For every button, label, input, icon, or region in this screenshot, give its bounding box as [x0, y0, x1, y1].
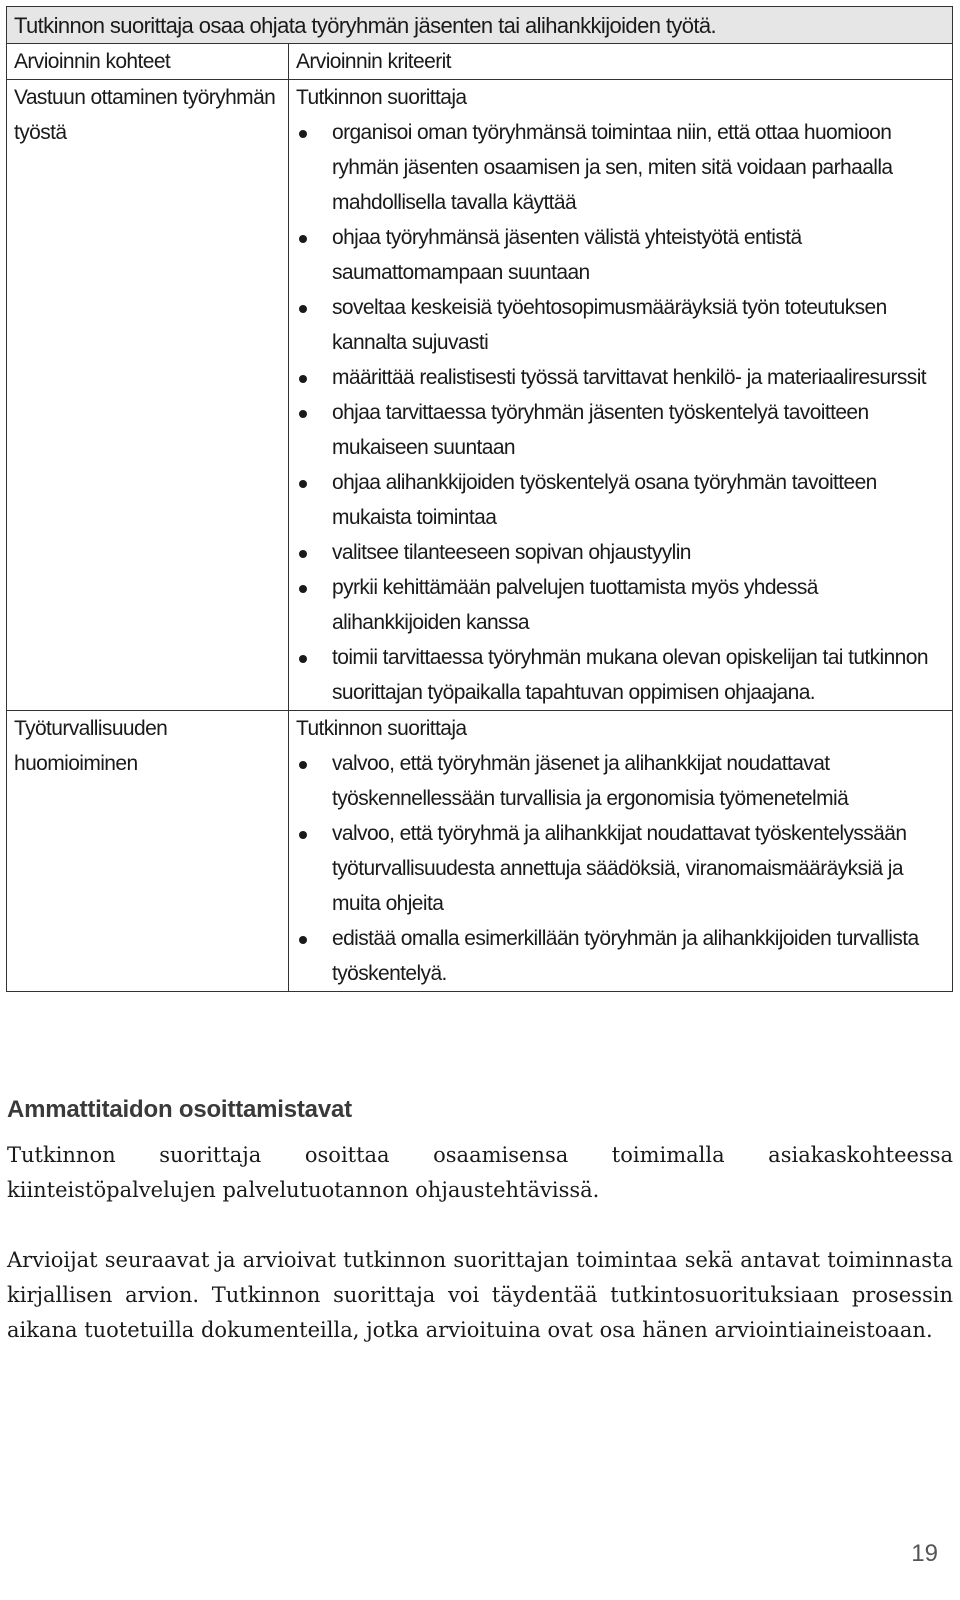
body-paragraph: Tutkinnon suorittaja osoittaa osaamisensa toimimalla asiakaskohteessa kiinteistöpalvelujen palvelutuotannon ohjaustehtävissä.: [7, 1143, 953, 1202]
bullet-icon: [299, 235, 307, 243]
row-criteria-cell: [289, 80, 953, 711]
table-row: [7, 711, 953, 992]
criteria-item: soveltaa keskeisiä työehtosopimusmääräyksiä työn toteutuksen kannalta sujuvasti: [296, 290, 945, 360]
criteria-item: valvoo, että työryhmän jäsenet ja alihankkijat noudattavat työskennellessään turvallisia ja ergonomisia työmenetelmiä: [296, 746, 945, 816]
section-heading: Ammattitaidon osoittamistavat: [7, 1096, 352, 1123]
row-intro: Tutkinnon suorittaja: [296, 717, 467, 740]
bullet-icon: [299, 655, 307, 663]
criteria-item: valvoo, että työryhmä ja alihankkijat noudattavat työskentelyssään työturvallisuudesta annettuja säädöksiä, viranomaismääräyksiä ja muita ohjeita: [296, 816, 945, 921]
bullet-icon: [299, 550, 307, 558]
bullet-icon: [299, 305, 307, 313]
criteria-item: organisoi oman työryhmänsä toimintaa niin, että ottaa huomioon ryhmän jäsenten osaamisen ja sen, miten sitä voidaan parhaalla mahdollisella tavalla käyttää: [296, 115, 945, 220]
bullet-icon: [299, 410, 307, 418]
bullet-icon: [299, 130, 307, 138]
criteria-item: pyrkii kehittämään palvelujen tuottamista myös yhdessä alihankkijoiden kanssa: [296, 570, 945, 640]
table-row: [7, 80, 953, 711]
header-criteria: Arvioinnin kriteerit: [289, 44, 953, 80]
bullet-icon: [299, 761, 307, 769]
table-header-row: [7, 44, 953, 80]
row-intro: Tutkinnon suorittaja: [296, 86, 467, 109]
criteria-table: [6, 6, 953, 992]
page-number: 19: [911, 1540, 938, 1567]
criteria-list: [296, 746, 945, 991]
body-paragraph: Arvioijat seuraavat ja arvioivat tutkinnon suorittajan toimintaa sekä antavat toiminnasta kirjallisen arvion. Tutkinnon suorittaja voi täydentää tutkintosuorituksiaan prosessin aikana tuotetuilla dokumenteilla, jotka arvioituina ovat osa hänen arviointiaineistoaan.: [7, 1248, 953, 1342]
criteria-item: edistää omalla esimerkillään työryhmän ja alihankkijoiden turvallista työskentelyä.: [296, 921, 945, 991]
bullet-icon: [299, 480, 307, 488]
bullet-icon: [299, 936, 307, 944]
header-targets: Arvioinnin kohteet: [7, 44, 289, 80]
criteria-item: toimii tarvittaessa työryhmän mukana olevan opiskelijan tai tutkinnon suorittajan työpaikalla tapahtuvan oppimisen ohjaajana.: [296, 640, 945, 710]
row-target: Vastuun ottaminen työryhmän työstä: [7, 80, 289, 711]
row-target: Työturvallisuuden huomioiminen: [7, 711, 289, 992]
criteria-item: ohjaa alihankkijoiden työskentelyä osana työryhmän tavoitteen mukaista toimintaa: [296, 465, 945, 535]
criteria-list: [296, 115, 945, 710]
criteria-item: määrittää realistisesti työssä tarvittavat henkilö- ja materiaaliresurssit: [296, 360, 945, 395]
table-title: Tutkinnon suorittaja osaa ohjata työryhmän jäsenten tai alihankkijoiden työtä.: [7, 7, 953, 44]
criteria-item: valitsee tilanteeseen sopivan ohjaustyylin: [296, 535, 945, 570]
criteria-item: ohjaa työryhmänsä jäsenten välistä yhteistyötä entistä saumattomampaan suuntaan: [296, 220, 945, 290]
bullet-icon: [299, 585, 307, 593]
bullet-icon: [299, 375, 307, 383]
criteria-item: ohjaa tarvittaessa työryhmän jäsenten työskentelyä tavoitteen mukaiseen suuntaan: [296, 395, 945, 465]
bullet-icon: [299, 831, 307, 839]
row-criteria-cell: [289, 711, 953, 992]
table-title-row: [7, 7, 953, 44]
